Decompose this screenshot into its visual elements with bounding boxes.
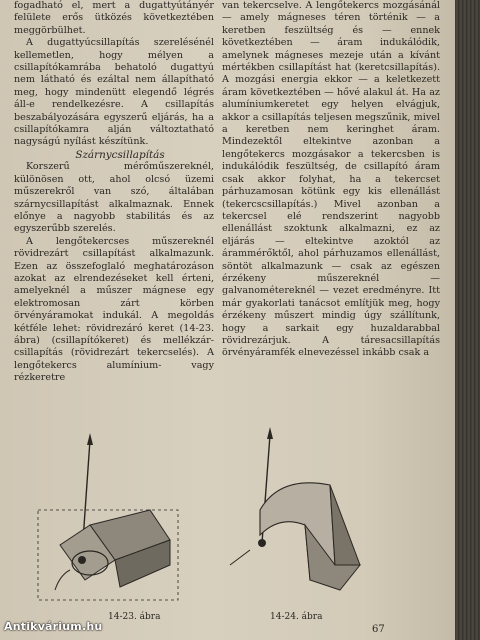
right-text-column <box>222 0 440 360</box>
left-text-column <box>14 0 214 385</box>
figure-14-23-illustration <box>30 415 200 605</box>
figure-caption: 14-24. ábra <box>270 612 323 622</box>
figure-14-24-illustration <box>220 415 390 605</box>
section-heading: Szárnycsillapítás <box>75 148 165 161</box>
paragraph: van tekercselve. A lengőtekercs mozgásánál — amely mágneses téren történik — a keretben feszültség és — ennek következtében — áram indukálódik, amelynek mágneses mezeje után a kívánt mértékben csillapítást hat (keretcsillapítás). A mozgási energia ekkor — a keletkezett áram következtében — hővé alakul át. Ha az alumíniumkeretet egy helyen elvágjuk, akkor a csillapítás teljesen megszűnik, mivel a keretben nem keringhet áram. Mindezektől eltekintve azonban a lengőtekercs mozgásakor a tekercsben is indukálódik feszültség, de csillapító áram csak akkor folyhat, ha a tekercset párhuzamosan kötünk egy kis ellenállást (tekercscsillapítás.) Mivel azonban a tekercsel elé rendszerint nagyobb ellenállást szoktunk alkalmazni, ez az eljárás — eltekintve azoktól az árammérőktől, ahol párhuzamos ellenállást, söntöt alkalmazunk — csak az egészen érzékeny műszereknél — galvanométereknél — vezet eredményre. Itt már gyakorlati tanácsot említjük meg, hogy érzékeny műszert mindig úgy szállítunk, hogy a sarkait egy huzaldarabbal rövidrezárjuk. A táresacsillapítás örvényáramfék elnevezéssel inkább csak a <box>222 0 440 359</box>
paragraph: Korszerű mérőműszereknél, különösen ott, ahol olcsó üzemi műszerekről van szó, általában szárnycsillapítást alkalmaznak. Ennek előnye a nagyobb stabilitás és az egyszerűbb szerelés. <box>14 161 214 235</box>
paragraph: A dugattyúcsillapítás szerelésénél kellemetlen, hogy mélyen a csillapítókamrába behatoló dugattyú nem látható és ezáltal nem állapítható meg, hogy mindenütt elegendő légrés áll-e rendelkezésre. A csillapítás beszabályozására egyszerű eljárás, ha a csillapítókamra alján változtatható nagyságú nyílást készítünk. <box>14 37 214 148</box>
page-number: 67 <box>372 624 385 635</box>
book-spine-edge <box>455 0 480 640</box>
paragraph: A lengőtekercses műszereknél rövidrezárt csillapítást alkalmazunk. Ezen az összefoglaló meghatározáson azokat az elrendezéseket kell érteni, amelyeknél a műszer mágnese egy elektromosan zárt körben örvényáramokat indukál. A megoldás kétféle lehet: rövidrezáró keret (14-23. ábra) (csillapítókeret) és mellékzár-csillapítás (rövidrezárt tekercselés). A lengőtekercs alumínium- vagy rézkeretre <box>14 235 214 384</box>
watermark-logo: Antikvárium.hu <box>4 620 103 633</box>
figure-caption: 14-23. ábra <box>108 612 161 622</box>
paragraph: fogadható el, mert a dugattyútányér felülete erős ütközés következtében meggörbülhet. <box>14 0 214 36</box>
